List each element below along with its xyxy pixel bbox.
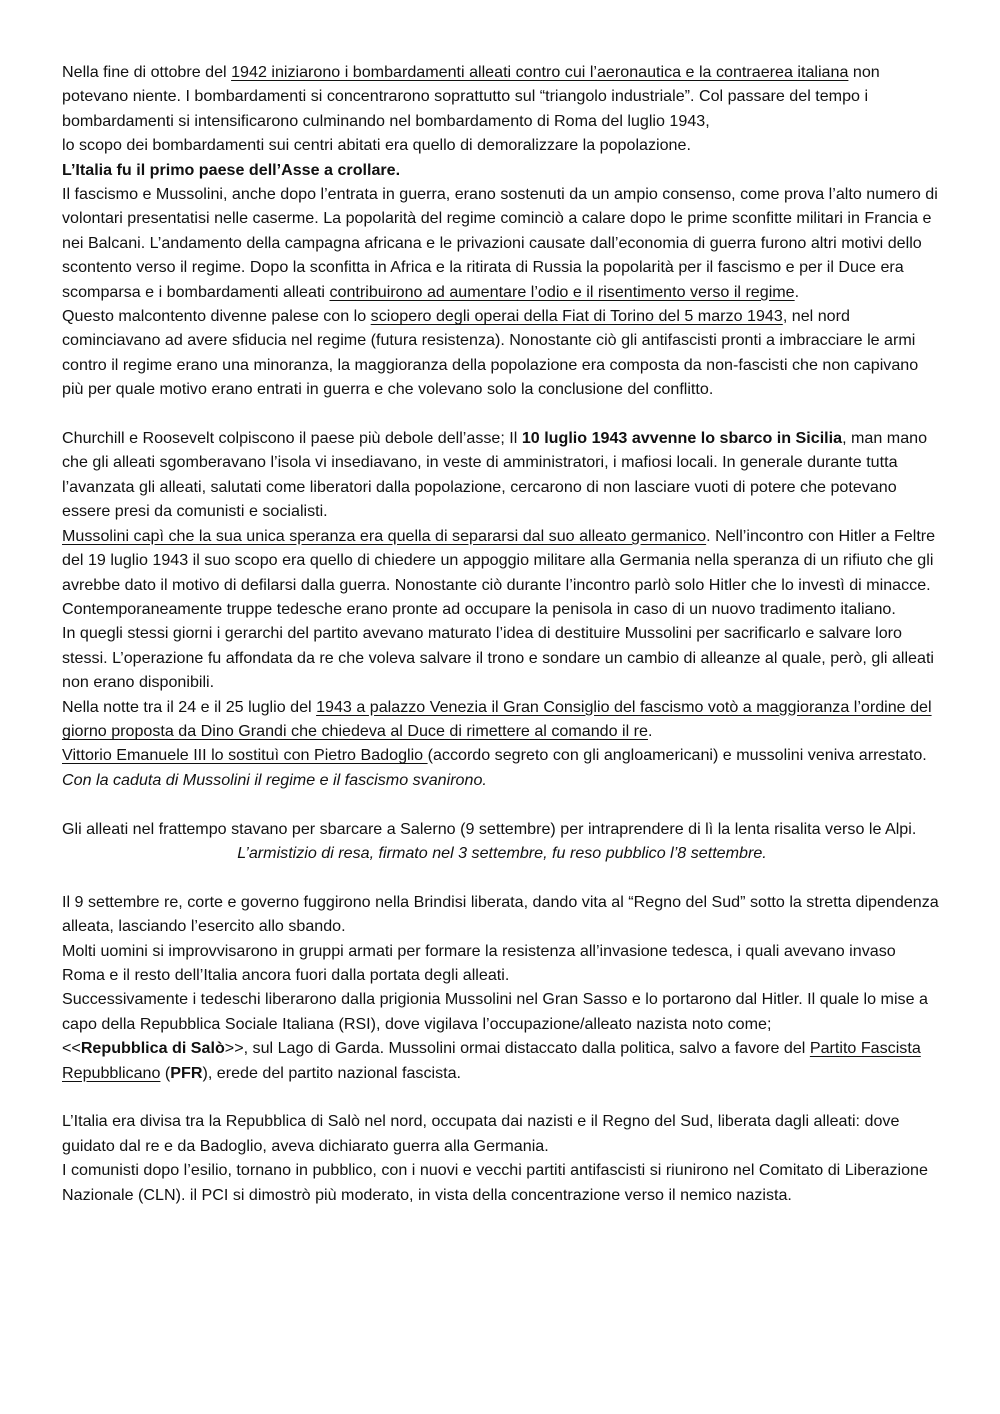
document-body (62, 60, 942, 1207)
text-run: << (62, 1039, 81, 1058)
paragraph (62, 890, 942, 939)
paragraph (62, 524, 942, 622)
paragraph (62, 817, 942, 841)
text-run: Nella fine di ottobre del (62, 63, 232, 81)
text-run: ), erede del partito nazional fascista. (202, 1063, 462, 1082)
paragraph (62, 768, 942, 792)
text-run: Churchill e Roosevelt colpiscono il paese più debole dell’asse; Il (62, 429, 522, 448)
bold-text: PFR (170, 1063, 203, 1082)
italic-text: L’armistizio di resa, firmato nel 3 settembre, fu reso pubblico l’8 settembre. (237, 843, 767, 862)
underlined-text: 1942 iniziarono i bombardamenti alleati contro cui l’aeronautica e la contraerea italiana (231, 63, 849, 81)
text-run: non potevano niente. I bombardamenti si concentrarono soprattutto sul “triangolo industriale”. Col passare del tempo i bombardamenti si intensificarono culminando nel bombardamento di Roma del luglio 1943, (62, 63, 880, 130)
text-run: L’Italia era divisa tra la Repubblica di Salò nel nord, occupata dai nazisti e il Regno del Sud, liberata dagli alleati: dove guidato dal re e da Badoglio, aveva dichiarato guerra alla Germania. (62, 1112, 900, 1155)
text-run: (accordo segreto con gli angloamericani) e mussolini veniva arrestato. (427, 746, 927, 765)
text-run: I comunisti dopo l’esilio, tornano in pubblico, con i nuovi e vecchi partiti antifascisti si riunirono nel Comitato di Liberazione Nazionale (CLN). il PCI si dimostrò più moderato, in vista della concentrazione verso il nemico nazista. (62, 1161, 928, 1204)
paragraph (62, 426, 942, 524)
paragraph (62, 133, 942, 157)
paragraph (62, 621, 942, 694)
text-run: Molti uomini si improvvisarono in gruppi armati per formare la resistenza all’invasione tedesca, i quali avevano invaso Roma e il resto dell’Italia ancora fuori dalla portata degli alleati. (62, 941, 896, 984)
underlined-text: sciopero degli operai della Fiat di Torino del 5 marzo 1943 (370, 307, 783, 326)
paragraph-spacer (62, 402, 942, 426)
text-run: ( (160, 1063, 171, 1082)
paragraph (62, 1036, 942, 1085)
text-run: Il 9 settembre re, corte e governo fuggirono nella Brindisi liberata, dando vita al “Regno del Sud” sotto la stretta dipendenza alleata, lasciando l’esercito allo sbando. (62, 892, 939, 936)
paragraph (62, 743, 942, 767)
paragraph (62, 60, 942, 133)
text-run: In quegli stessi giorni i gerarchi del partito avevano maturato l’idea di destituire Mussolini per sacrificarlo e salvare loro stessi. L’operazione fu affondata da re che voleva salvare il trono e sondare un cambio di alleanze al quale, però, gli alleati non erano disponibili. (62, 624, 935, 692)
paragraph-spacer (62, 792, 942, 816)
underlined-text: contribuirono ad aumentare l’odio e il risentimento verso il regime (329, 282, 795, 301)
text-run: >>, sul Lago di Garda. Mussolini ormai distaccato dalla politica, salvo a favore del (224, 1039, 810, 1058)
text-run: lo scopo dei bombardamenti sui centri abitati era quello di demoralizzare la popolazione. (62, 136, 691, 155)
text-run: . Nell’incontro con Hitler a Feltre del 19 luglio 1943 il suo scopo era quello di chiedere un appoggio militare alla Germania nella speranza di un rifiuto che gli avrebbe dato il motivo di defilarsi dalla guerra. Nonostante ciò durante l’incontro parlò solo Hitler che lo investì di minacce. Contemporaneamente truppe tedesche erano pronte ad occupare la penisola in caso di un nuovo tradimento italiano. (62, 526, 936, 618)
paragraph-spacer (62, 865, 942, 889)
text-run: . (794, 282, 800, 301)
text-run: , nel nord cominciavano ad avere sfiducia nel regime (futura resistenza). Nonostante ciò gli antifascisti pronti a imbracciare le armi contro il regime erano una minoranza, la maggioranza della popolazione era composta da non-fascisti che non capivano più per quale motivo erano entrati in guerra e che volevano solo la conclusione del conflitto. (62, 307, 919, 399)
bold-text: Repubblica di Salò (80, 1039, 225, 1058)
paragraph (62, 987, 942, 1036)
text-run: Successivamente i tedeschi liberarono dalla prigionia Mussolini nel Gran Sasso e lo portarono dal Hitler. Il quale lo mise a capo della Repubblica Sociale Italiana (RSI), dove vigilava l’occupazione/alleato nazista noto come; (62, 990, 928, 1033)
paragraph-spacer (62, 1085, 942, 1109)
paragraph (62, 304, 942, 402)
bold-text: 10 luglio 1943 avvenne lo sbarco in Sicilia (521, 429, 843, 448)
text-run: Questo malcontento divenne palese con lo (62, 307, 371, 326)
text-run: Nella notte tra il 24 e il 25 luglio del (62, 697, 317, 716)
paragraph (62, 182, 942, 304)
paragraph (62, 1109, 942, 1158)
text-run: , man mano che gli alleati sgomberavano l’isola vi insediavano, in veste di amministratori, i mafiosi locali. In generale durante tutta l’avanzata gli alleati, salutati come liberatori dalla popolazione, cercarono di non lasciare vuoti di potere che potevano essere presi da comunisti e socialisti. (62, 429, 928, 521)
text-run: Gli alleati nel frattempo stavano per sbarcare a Salerno (9 settembre) per intraprendere di lì la lenta risalita verso le Alpi. (62, 819, 917, 838)
paragraph (62, 695, 942, 744)
paragraph (62, 1158, 942, 1207)
bold-text: L’Italia fu il primo paese dell’Asse a crollare. (62, 160, 401, 179)
italic-text: Con la caduta di Mussolini il regime e il fascismo svanirono. (62, 770, 487, 789)
text-run: . (647, 721, 653, 740)
paragraph (62, 158, 942, 182)
paragraph (62, 939, 942, 988)
underlined-text: Vittorio Emanuele III lo sostituì con Pietro Badoglio (62, 746, 428, 765)
underlined-text: Partito Fascista Repubblicano (62, 1039, 921, 1082)
underlined-text: 1943 a palazzo Venezia il Gran Consiglio del fascismo votò a maggioranza l’ordine del giorno proposta da Dino Grandi che chiedeva al Duce di rimettere al comando il re (62, 697, 932, 740)
paragraph (62, 841, 942, 865)
underlined-text: Mussolini capì che la sua unica speranza era quella di separarsi dal suo alleato germanico (62, 526, 707, 545)
text-run: Il fascismo e Mussolini, anche dopo l’entrata in guerra, erano sostenuti da un ampio consenso, come prova l’alto numero di volontari presentatisi nelle caserme. La popolarità del regime cominciò a calare dopo le prime sconfitte militari in Francia e nei Balcani. L’andamento della campagna africana e le privazioni causate dall’economia di guerra furono altri motivi dello scontento verso il regime. Dopo la sconfitta in Africa e la ritirata di Russia la popolarità per il fascismo e per il Duce era scomparsa e i bombardamenti alleati (62, 185, 938, 301)
